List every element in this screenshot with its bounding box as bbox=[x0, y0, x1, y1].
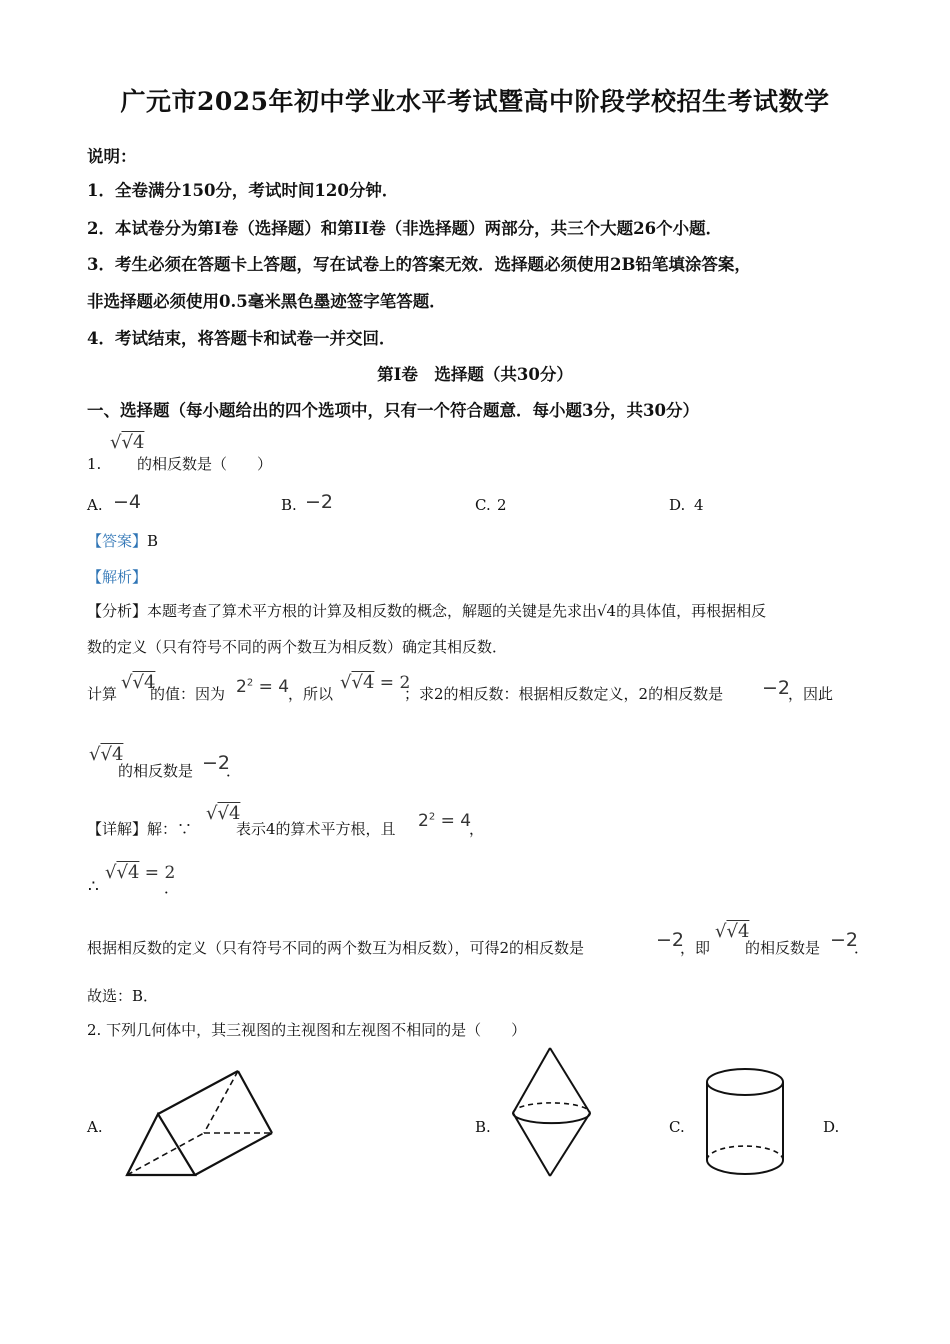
option-c-label: C. bbox=[669, 1118, 685, 1136]
detail-text: ， bbox=[469, 820, 485, 838]
section-heading: 一、选择题（每小题给出的四个选项中，只有一个符合题意．每小题3分，共30分） bbox=[87, 401, 699, 420]
detail-text: ． bbox=[854, 939, 870, 957]
answer-tag: 【答案】B bbox=[87, 532, 159, 550]
calc-text: ，所以 bbox=[288, 685, 334, 703]
option-a-label: A. bbox=[87, 1118, 103, 1136]
detail-text: 【详解】解：∵ bbox=[87, 820, 193, 838]
double-cone-figure bbox=[510, 1045, 594, 1179]
sqrt4-expression: √√4 bbox=[715, 921, 750, 942]
sqrt4-expression: √√4 bbox=[110, 432, 145, 453]
detail-text: 根据相反数的定义（只有符号不同的两个数互为相反数），可得2的相反数是 bbox=[87, 939, 585, 957]
calc-text: 的值：因为 bbox=[150, 685, 226, 703]
detail-text: 的相反数是 bbox=[745, 939, 821, 957]
option-d-label: D. bbox=[669, 496, 686, 514]
detail-text: ． bbox=[164, 879, 180, 897]
instruction-item: 1．全卷满分150分，考试时间120分钟． bbox=[87, 181, 399, 200]
power-expression: $2^2 = 4$ bbox=[236, 677, 290, 697]
option-a-label: A. bbox=[87, 496, 103, 514]
option-c-value: 2 bbox=[497, 496, 507, 514]
power-expression: $2^2 = 4$ bbox=[418, 811, 472, 831]
question-number: 1. bbox=[87, 455, 102, 473]
calc-text: ；求2的相反数：根据相反数定义，2的相反数是 bbox=[404, 685, 724, 703]
cylinder-figure bbox=[704, 1065, 788, 1179]
option-c-label: C. bbox=[475, 496, 491, 514]
option-b-label: B. bbox=[475, 1118, 491, 1136]
triangular-prism-figure bbox=[120, 1068, 280, 1180]
option-a-value: −4 bbox=[113, 491, 142, 513]
neg2-value: −2 bbox=[762, 677, 791, 699]
instructions-heading: 说明： bbox=[87, 147, 137, 166]
option-b-label: B. bbox=[281, 496, 297, 514]
analysis-text: 【分析】本题考查了算术平方根的计算及相反数的概念，解题的关键是先求出√4的具体值，再根据相反 bbox=[87, 602, 767, 620]
page-title: 广元市2025年初中学业水平考试暨高中阶段学校招生考试数学 bbox=[120, 87, 830, 116]
sqrt4-expression: √√4 bbox=[121, 672, 156, 693]
neg2-value: −2 bbox=[830, 929, 859, 951]
calc-text: ，因此 bbox=[788, 685, 834, 703]
sqrt4-expression: √√4 bbox=[89, 744, 124, 765]
question-stem: 2. 下列几何体中，其三视图的主视图和左视图不相同的是（ ） bbox=[87, 1021, 527, 1039]
question-stem: 的相反数是（ ） bbox=[137, 455, 273, 473]
choose-text: 故选：B． bbox=[87, 987, 159, 1005]
analysis-tag: 【解析】 bbox=[87, 568, 148, 586]
therefore-symbol: ∴ bbox=[88, 877, 99, 897]
calc-text: 的相反数是 bbox=[118, 762, 194, 780]
instruction-item: 非选择题必须使用0.5毫米黑色墨迹签字笔答题． bbox=[87, 292, 446, 311]
option-b-value: −2 bbox=[305, 491, 334, 513]
sqrt4-expression: √√4 bbox=[206, 803, 241, 824]
part-title: 第I卷 选择题（共30分） bbox=[377, 365, 573, 384]
instruction-item: 3．考生必须在答题卡上答题，写在试卷上的答案无效．选择题必须使用2B铅笔填涂答案， bbox=[87, 255, 751, 274]
sqrt4-expression: √√4 = 2 bbox=[340, 672, 411, 693]
detail-text: 表示4的算术平方根，且 bbox=[236, 820, 396, 838]
neg2-value: −2 bbox=[202, 752, 231, 774]
option-d-value: 4 bbox=[694, 496, 704, 514]
calc-text: ． bbox=[226, 762, 242, 780]
analysis-text: 数的定义（只有符号不同的两个数互为相反数）确定其相反数． bbox=[87, 638, 508, 656]
sqrt4-expression: √√4 = 2 bbox=[105, 862, 176, 883]
option-d-label: D. bbox=[823, 1118, 840, 1136]
instruction-item: 2．本试卷分为第I卷（选择题）和第II卷（非选择题）两部分，共三个大题26个小题． bbox=[87, 219, 723, 238]
neg2-value: −2 bbox=[656, 929, 685, 951]
instruction-item: 4．考试结束，将答题卡和试卷一并交回． bbox=[87, 329, 396, 348]
detail-text: ，即 bbox=[680, 939, 711, 957]
calc-text: 计算 bbox=[87, 685, 118, 703]
